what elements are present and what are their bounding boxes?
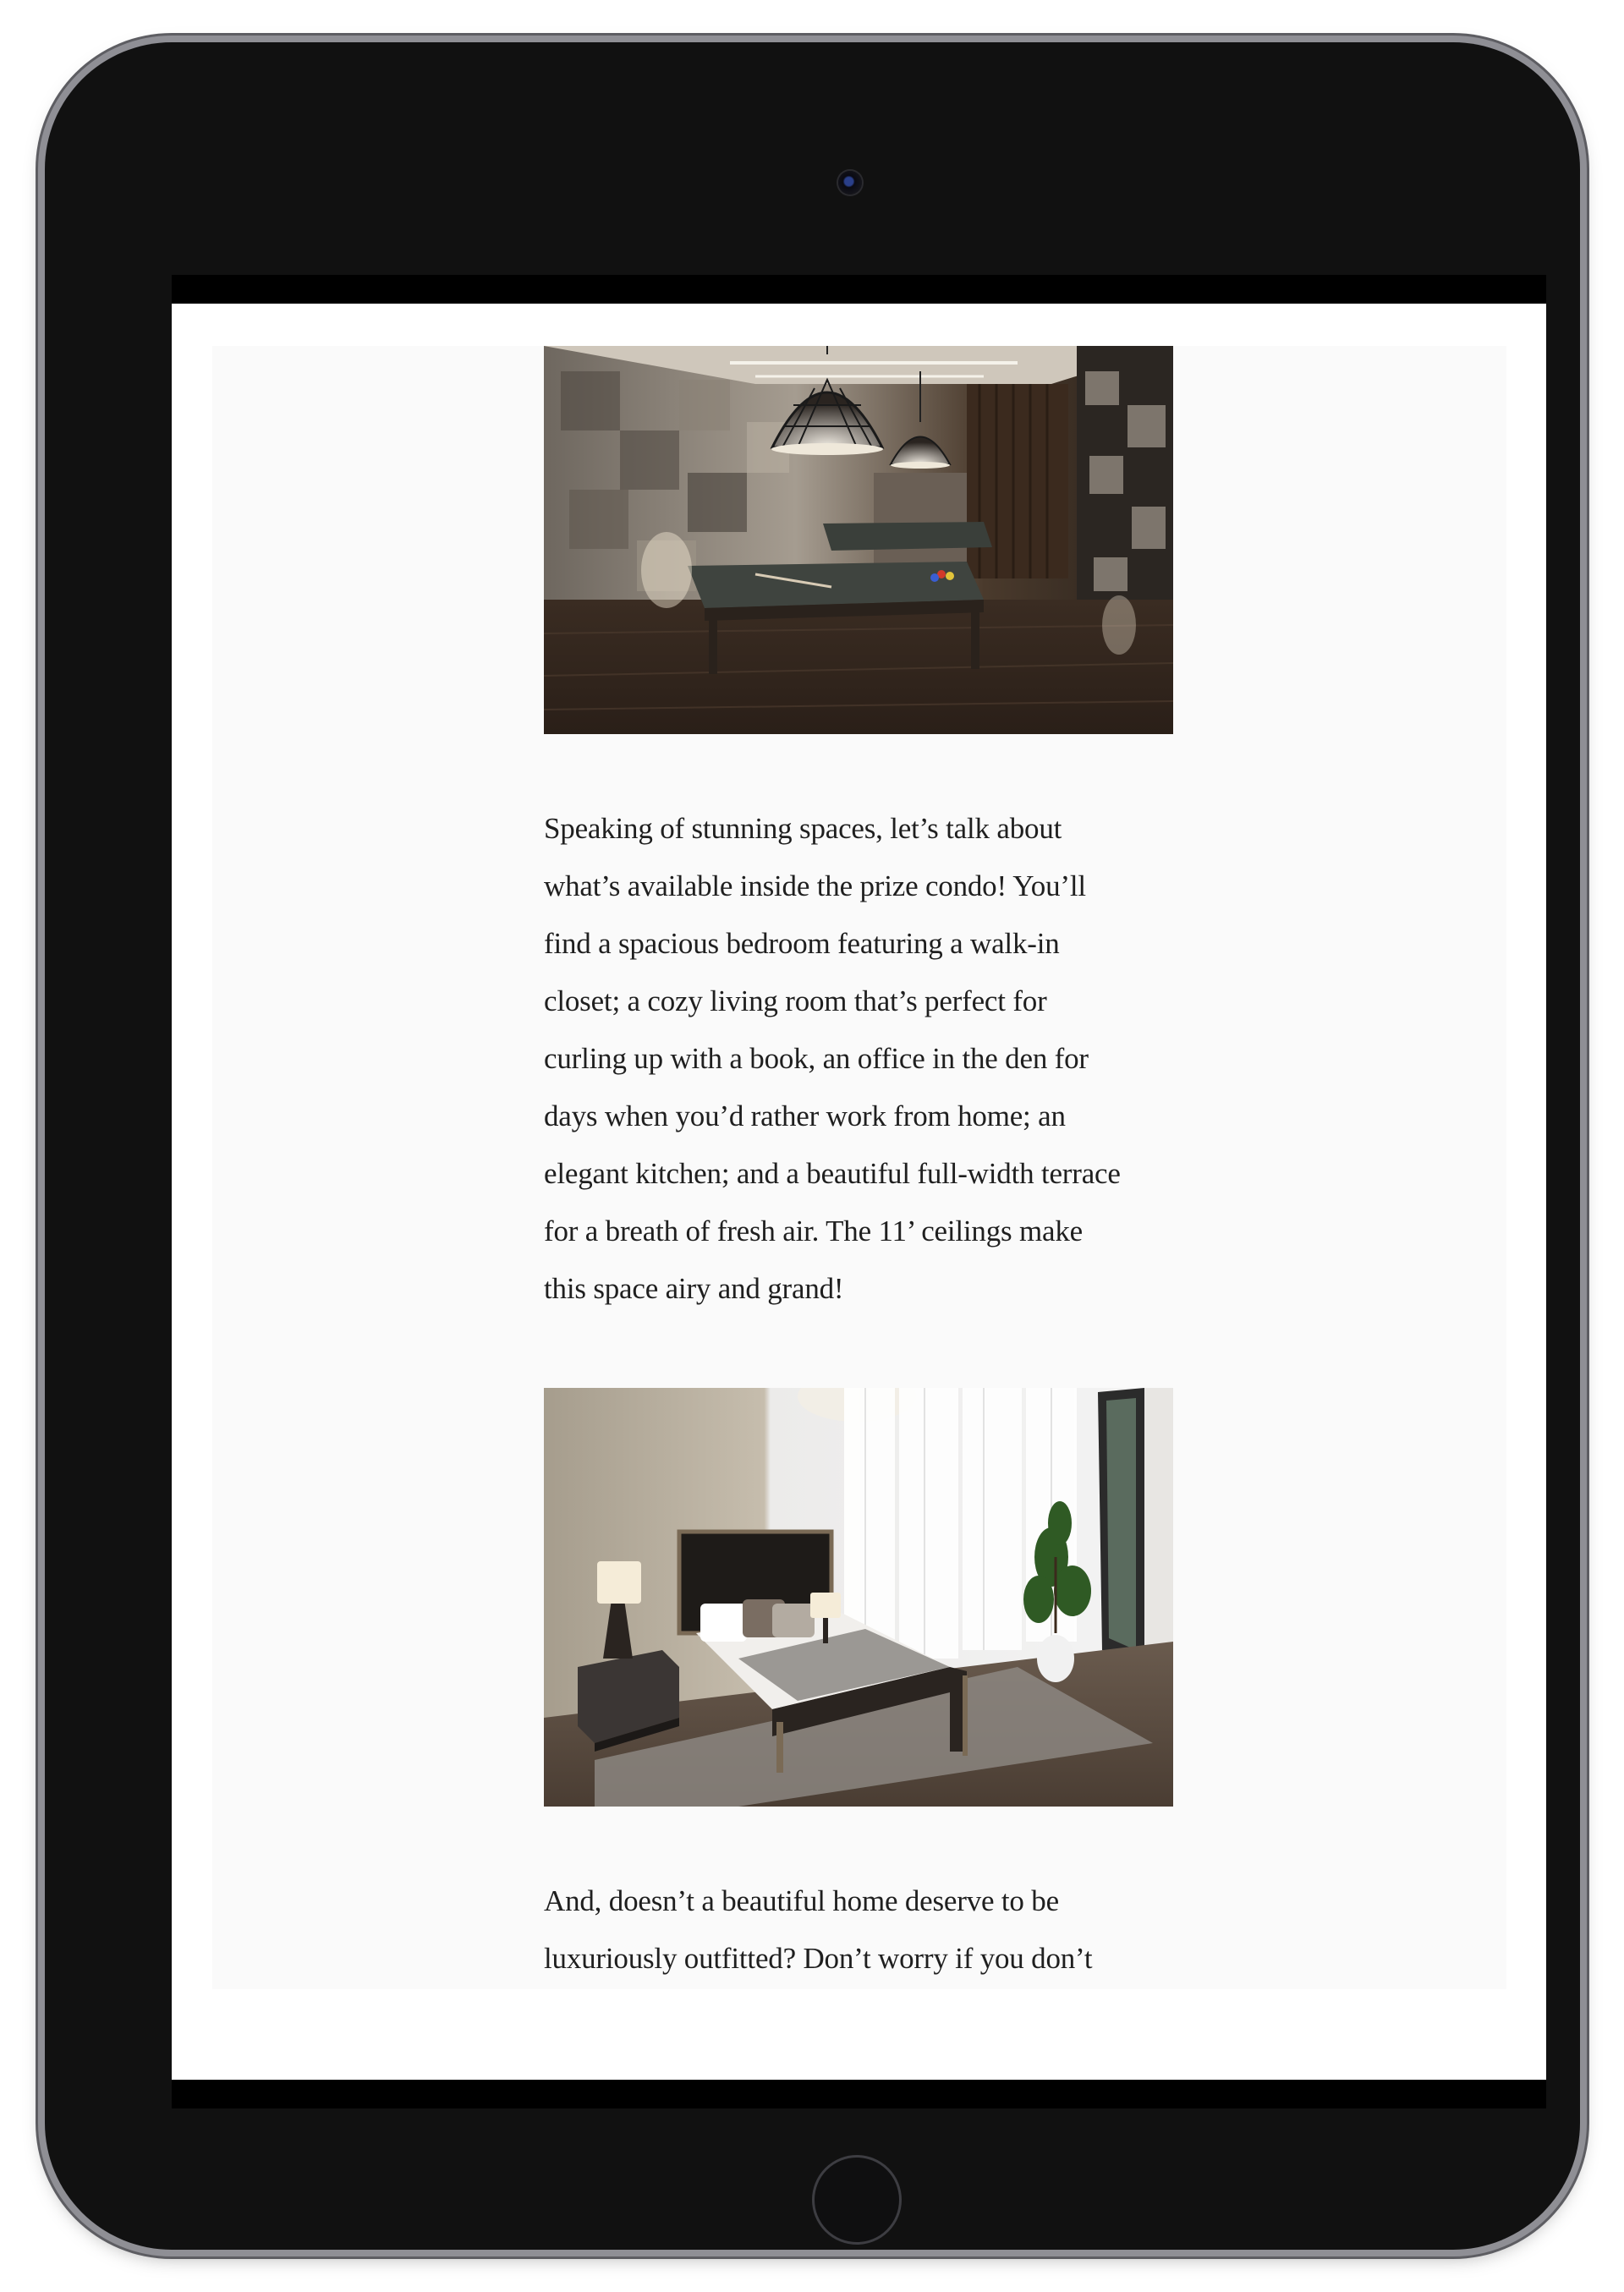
paragraph-line: closet; a cozy living room that’s perfect for xyxy=(544,984,1047,1017)
paragraph-line: curling up with a book, an office in the den for xyxy=(544,1042,1089,1075)
paragraph-line: for a breath of fresh air. The 11’ ceilings make xyxy=(544,1215,1083,1247)
paragraph-1 xyxy=(544,800,1174,1318)
paragraph-line: luxuriously outfitted? Don’t worry if you don’t xyxy=(544,1942,1093,1975)
paragraph-line: And, doesn’t a beautiful home deserve to be xyxy=(544,1884,1059,1917)
web-page[interactable] xyxy=(172,304,1546,2080)
screen-bottom-bar xyxy=(172,2080,1546,2108)
screen-top-bar xyxy=(172,275,1546,304)
tablet-screen xyxy=(172,275,1546,2108)
paragraph-line: days when you’d rather work from home; an xyxy=(544,1099,1066,1132)
camera-lens-icon xyxy=(838,171,862,195)
paragraph-line: Speaking of stunning spaces, let’s talk about xyxy=(544,812,1062,845)
game-room-photo xyxy=(544,346,1173,734)
tablet-device xyxy=(45,42,1580,2250)
paragraph-line: find a spacious bedroom featuring a walk-in xyxy=(544,927,1060,960)
home-button-icon[interactable] xyxy=(812,2155,902,2245)
bedroom-photo xyxy=(544,1388,1173,1807)
paragraph-line: elegant kitchen; and a beautiful full-width terrace xyxy=(544,1157,1121,1190)
paragraph-2 xyxy=(544,1873,1174,1988)
article-column xyxy=(544,346,1174,1988)
article-body xyxy=(212,346,1506,1989)
paragraph-line: this space airy and grand! xyxy=(544,1272,844,1305)
paragraph-line: what’s available inside the prize condo! You’ll xyxy=(544,869,1086,902)
